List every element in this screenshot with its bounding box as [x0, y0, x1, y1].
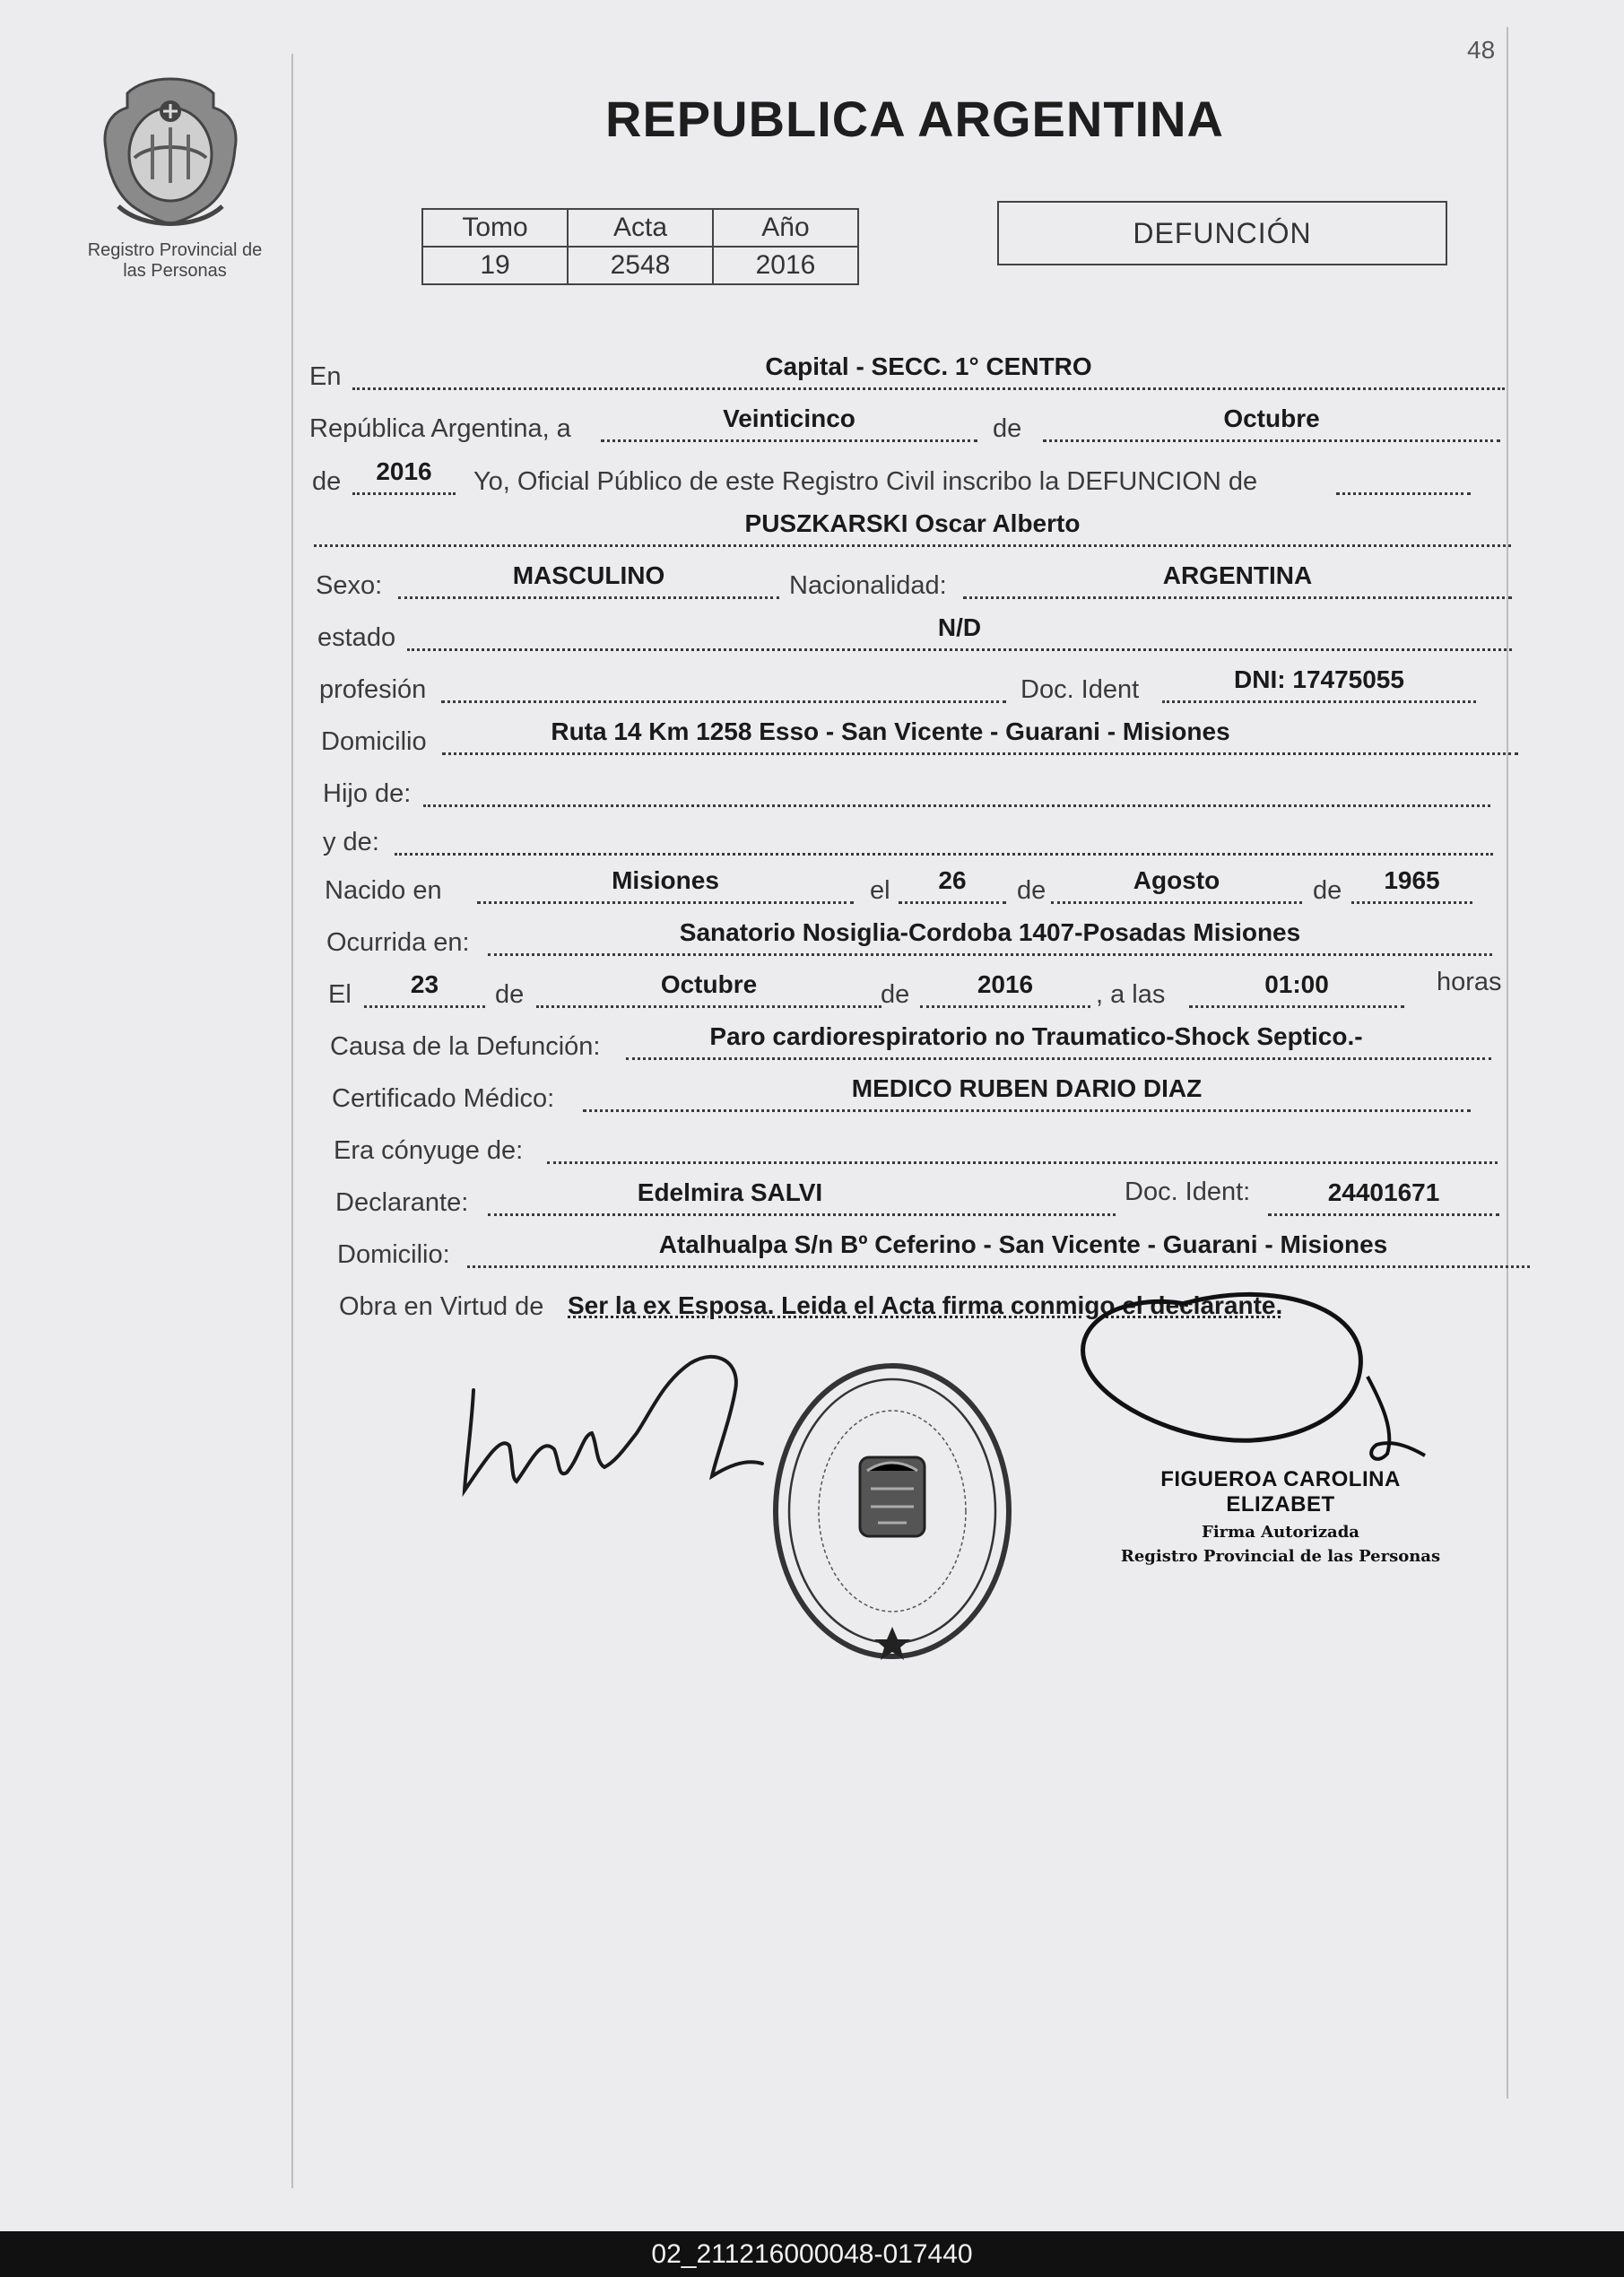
dotted-line: [352, 492, 456, 495]
value-def-anio: 2016: [977, 970, 1034, 998]
row-domicilio: [321, 710, 1523, 757]
label-de: de: [1017, 876, 1046, 905]
dotted-line: [488, 953, 1492, 956]
label-el: el: [870, 876, 890, 905]
dotted-line: [547, 1161, 1498, 1164]
registry-caption-line2: las Personas: [123, 261, 227, 281]
label-de: de: [993, 414, 1022, 443]
dotted-line: [899, 901, 1006, 904]
label-declarante: Declarante:: [335, 1188, 469, 1217]
anio-value: 2016: [713, 247, 858, 284]
value-sexo: MASCULINO: [512, 561, 665, 589]
value-anio-registro: 2016: [376, 457, 432, 485]
row-y-de: [323, 811, 1524, 857]
value-domicilio: Ruta 14 Km 1258 Esso - San Vicente - Guarani - Misiones: [551, 717, 1230, 745]
label-horas: horas: [1437, 968, 1502, 996]
page-number: 48: [1467, 36, 1496, 64]
dotted-line: [1189, 1005, 1404, 1008]
authority-role: Firma Autorizada: [1202, 1523, 1359, 1542]
dotted-line: [1043, 439, 1500, 442]
value-nac-mes: Agosto: [1133, 866, 1220, 894]
row-certificado: [332, 1067, 1533, 1114]
value-nombre: PUSZKARSKI Oscar Alberto: [744, 509, 1081, 537]
row-declarante: [335, 1171, 1537, 1218]
acta-value: 2548: [568, 247, 713, 284]
official-stamp-icon: [767, 1354, 1018, 1668]
dotted-line: [920, 1005, 1090, 1008]
row-conyuge: [334, 1119, 1535, 1166]
right-margin-line: [1507, 27, 1508, 2099]
label-sexo: Sexo:: [316, 571, 383, 600]
dotted-line: [352, 387, 1505, 390]
label-causa: Causa de la Defunción:: [330, 1032, 601, 1061]
row-profesion: [319, 658, 1521, 705]
dotted-line: [423, 804, 1490, 807]
authority-signature-icon: [1072, 1278, 1430, 1484]
value-def-hora: 01:00: [1264, 970, 1329, 998]
label-domicilio: Domicilio: [321, 727, 427, 756]
label-obra: Obra en Virtud de: [339, 1292, 544, 1321]
label-doc-ident-declarante: Doc. Ident:: [1125, 1178, 1251, 1206]
label-en: En: [309, 362, 342, 391]
label-yo-oficial: Yo, Oficial Público de este Registro Civil inscribo la DEFUNCION de: [473, 467, 1258, 496]
row-anio-registro: [312, 450, 1514, 497]
label-y-de: y de:: [323, 828, 379, 856]
label-ocurrida-en: Ocurrida en:: [326, 928, 470, 957]
dotted-line: [488, 1213, 1116, 1216]
label-de: de: [881, 980, 910, 1009]
value-nacido-en: Misiones: [612, 866, 719, 894]
row-fecha-defuncion: [328, 963, 1530, 1010]
dotted-line: [407, 648, 1512, 651]
value-def-dia: 23: [410, 970, 439, 998]
row-fecha-registro: [309, 397, 1511, 444]
anio-label: Año: [713, 209, 858, 247]
acta-label: Acta: [568, 209, 713, 247]
value-estado: N/D: [937, 613, 982, 641]
dotted-line: [1051, 901, 1302, 904]
value-nac-dia: 26: [938, 866, 967, 894]
value-dia-registro: Veinticinco: [723, 404, 855, 432]
value-lugar: Capital - SECC. 1° CENTRO: [765, 352, 1092, 380]
label-domicilio-declarante: Domicilio:: [337, 1240, 450, 1269]
row-ocurrida: [326, 911, 1528, 958]
dotted-line: [601, 439, 977, 442]
label-nacionalidad: Nacionalidad:: [789, 571, 947, 600]
record-type-box: DEFUNCIÓN: [997, 201, 1447, 265]
label-el-cap: El: [328, 980, 352, 1009]
label-de: de: [312, 467, 342, 496]
value-mes-registro: Octubre: [1223, 404, 1320, 432]
dotted-line: [441, 700, 1006, 703]
value-certificado: MEDICO RUBEN DARIO DIAZ: [851, 1074, 1203, 1102]
value-ocurrida-en: Sanatorio Nosiglia-Cordoba 1407-Posadas Misiones: [679, 918, 1301, 946]
value-obra: Ser la ex Esposa. Leida el Acta firma conmigo el declarante.: [568, 1291, 1283, 1319]
row-causa: [330, 1015, 1532, 1062]
dotted-line: [583, 1109, 1471, 1112]
row-nombre: [314, 502, 1515, 549]
row-estado: [317, 606, 1519, 653]
document-title: REPUBLICA ARGENTINA: [605, 91, 1224, 147]
label-certificado: Certificado Médico:: [332, 1084, 555, 1113]
dotted-line: [536, 1005, 881, 1008]
label-de: de: [495, 980, 525, 1009]
dotted-line: [442, 752, 1518, 755]
left-margin-line: [291, 54, 293, 2188]
dotted-line: [364, 1005, 485, 1008]
dotted-line: [477, 901, 854, 904]
row-hijo-de: [323, 762, 1524, 809]
value-doc-ident: DNI: 17475055: [1234, 665, 1404, 693]
authority-office: Registro Provincial de las Personas: [1120, 1547, 1441, 1566]
row-sexo: [316, 554, 1517, 601]
dotted-line: [398, 596, 779, 599]
label-republica: República Argentina, a: [309, 414, 571, 443]
label-a-las: , a las: [1096, 980, 1166, 1009]
registry-caption: [54, 240, 296, 282]
value-declarante: Edelmira SALVI: [637, 1178, 823, 1206]
authority-name: FIGUEROA CAROLINA ELIZABET: [1160, 1467, 1401, 1517]
value-causa: Paro cardiorespiratorio no Traumatico-Shock Septico.-: [709, 1022, 1363, 1050]
label-de: de: [1313, 876, 1342, 905]
declarant-signature-icon: [448, 1327, 807, 1507]
dotted-line: [1351, 901, 1472, 904]
value-declarante-doc: 24401671: [1327, 1178, 1440, 1206]
value-def-mes: Octubre: [660, 970, 758, 998]
file-id-footer: 02_211216000048-017440: [0, 2231, 1624, 2277]
value-declarante-domicilio: Atalhualpa S/n Bº Ceferino - San Vicente - Guarani - Misiones: [658, 1230, 1388, 1258]
provincial-crest-icon: [99, 72, 242, 233]
dotted-line: [395, 853, 1493, 856]
label-profesion: profesión: [319, 675, 427, 704]
dotted-line: [1336, 492, 1471, 495]
authority-block: [1110, 1467, 1451, 1566]
dotted-line: [467, 1265, 1530, 1268]
row-domicilio-declarante: [337, 1223, 1539, 1270]
row-lugar: [309, 345, 1511, 392]
label-hijo-de: Hijo de:: [323, 779, 412, 808]
row-nacimiento: [325, 859, 1526, 906]
dotted-line: [963, 596, 1512, 599]
dotted-line: [1162, 700, 1476, 703]
value-nacionalidad: ARGENTINA: [1162, 561, 1313, 589]
dotted-line: [314, 544, 1511, 547]
register-table: [421, 208, 859, 285]
value-nac-anio: 1965: [1384, 866, 1440, 894]
tomo-label: Tomo: [422, 209, 568, 247]
label-doc-ident: Doc. Ident: [1020, 675, 1140, 704]
tomo-value: 19: [422, 247, 568, 284]
registry-caption-line1: Registro Provincial de: [87, 240, 263, 260]
dotted-line: [626, 1057, 1491, 1060]
label-conyuge: Era cónyuge de:: [334, 1136, 524, 1165]
label-nacido-en: Nacido en: [325, 876, 442, 905]
label-estado: estado: [317, 623, 396, 652]
dotted-line: [1268, 1213, 1499, 1216]
